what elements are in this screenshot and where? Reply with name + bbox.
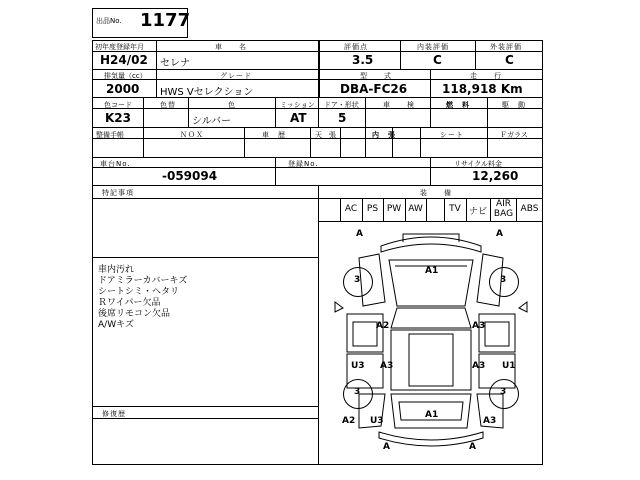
model-value: DBA-FC26	[340, 82, 408, 96]
color-value: シルバー	[192, 116, 232, 127]
transmission-label: ミッション	[280, 101, 315, 109]
damage-left-rear-u: U3	[351, 361, 365, 371]
rule	[143, 127, 144, 157]
color-label: 色	[228, 101, 236, 109]
rule	[318, 69, 320, 97]
car-body-diagram	[319, 222, 542, 464]
exterior-score-label: 外装評価	[490, 43, 522, 51]
rule	[188, 97, 189, 127]
rule	[143, 97, 144, 127]
ceiling-label: 天 張	[315, 131, 336, 139]
rule	[400, 40, 401, 69]
reg-year-value: H24/02	[100, 53, 148, 67]
interior-score-value: C	[433, 53, 442, 67]
damage-rear-right: A3	[483, 416, 497, 426]
damage-wheel-front-left: 3	[354, 275, 361, 285]
score-label: 評価点	[344, 43, 368, 51]
rule	[310, 127, 311, 157]
rule	[430, 69, 431, 97]
vehicle-inspection-label: 車 検	[383, 101, 415, 109]
displacement-value: 2000	[106, 82, 140, 96]
recycle-label: リサイクル料金	[454, 160, 503, 168]
model-label: 型 式	[360, 72, 392, 80]
rule	[92, 157, 543, 158]
color-code-label: 色コード	[104, 101, 132, 109]
rule	[92, 406, 318, 407]
remark-line: A/Wキズ	[98, 320, 134, 330]
damage-rear-left-u: U3	[370, 416, 384, 426]
damage-left-rear-a: A3	[380, 361, 394, 371]
mileage-value: 118,918 Km	[442, 82, 523, 96]
damage-hood: A1	[425, 266, 439, 276]
damage-rear-left: A2	[342, 416, 356, 426]
rule	[275, 97, 276, 127]
remark-line: ドアミラーカバーキズ	[98, 276, 188, 286]
registration-label: 登録No.	[288, 160, 319, 168]
damage-left-front-door: A2	[376, 321, 390, 331]
nox-label: ＮＯＸ	[180, 131, 204, 139]
rule	[156, 40, 157, 69]
rule	[475, 40, 476, 69]
interior-trim-label: 内 張	[372, 131, 396, 139]
remark-line: 車内汚れ	[98, 265, 135, 275]
rule	[275, 157, 276, 185]
rule	[365, 97, 366, 127]
f-glass-label: Ｆガラス	[500, 131, 528, 139]
car-name-value: セレナ	[160, 58, 190, 69]
rule	[318, 97, 319, 127]
seat-label: シート	[440, 131, 464, 139]
displacement-label: 排気量（cc）	[104, 72, 147, 80]
grade-label: グレード	[220, 72, 252, 80]
transmission-value: AT	[290, 111, 307, 125]
damage-right-rear-u: U1	[502, 361, 516, 371]
lot-label: 出品No.	[96, 17, 122, 25]
chassis-value: -059094	[162, 169, 218, 183]
mileage-label: 走 行	[470, 72, 502, 80]
damage-right-rear-a: A3	[472, 361, 486, 371]
rule	[487, 127, 488, 157]
equip-navi: ナビ	[468, 207, 487, 217]
equipment-label: 装 備	[420, 189, 452, 197]
damage-right-front-door: A3	[472, 321, 486, 331]
exterior-score-value: C	[505, 53, 514, 67]
rule	[318, 40, 320, 69]
rule	[420, 127, 421, 157]
equip-abs: ABS	[520, 204, 539, 214]
damage-wheel-rear-right: 3	[500, 387, 507, 397]
damage-rear-bumper-left: A	[383, 442, 390, 452]
remark-line: Ｒワイパー欠品	[98, 298, 161, 308]
damage-front-right: A	[496, 229, 503, 239]
color-code-value: K23	[105, 111, 131, 125]
doors-label: ドア・形状	[324, 101, 359, 109]
damage-rear-bumper-right: A	[469, 442, 476, 452]
car-name-label: 車 名	[215, 43, 247, 51]
damage-wheel-rear-left: 3	[354, 387, 361, 397]
rule	[430, 157, 431, 185]
lot-number: 1177	[140, 10, 191, 31]
score-value: 3.5	[352, 53, 374, 67]
remarks-label: 特記事項	[102, 189, 134, 197]
fuel-label: 燃 料	[446, 101, 470, 109]
doors-value: 5	[338, 111, 347, 125]
equip-ac: AC	[344, 204, 358, 214]
rule	[92, 127, 543, 128]
grade-value: HWS Vセレクション	[160, 87, 254, 98]
damage-front-left: A	[356, 229, 363, 239]
equip-ps: PS	[366, 204, 379, 214]
rule	[426, 198, 427, 221]
rule	[430, 97, 431, 127]
remark-line: シートシミ・ヘタリ	[98, 287, 180, 297]
maintenance-label: 整備手帳	[96, 131, 124, 139]
equip-tv: TV	[449, 204, 461, 214]
damage-rear-gate: A1	[425, 410, 439, 420]
chassis-label: 車台No.	[100, 160, 131, 168]
rule	[365, 127, 366, 157]
rule	[92, 257, 318, 258]
repair-history-label: 修復歴	[102, 410, 126, 418]
equip-pw: PW	[386, 204, 402, 214]
interior-score-label: 内装評価	[417, 43, 449, 51]
recycle-value: 12,260	[472, 169, 519, 183]
damage-wheel-front-right: 3	[500, 275, 507, 285]
rule	[340, 127, 341, 157]
reg-year-label: 初年度登録年月	[95, 43, 144, 51]
history-label: 車 歴	[262, 131, 286, 139]
equip-aw: AW	[408, 204, 423, 214]
color-change-label: 色替	[160, 101, 176, 109]
drive-label: 駆 動	[502, 101, 526, 109]
remark-line: 後席リモコン欠品	[98, 309, 171, 319]
rule	[487, 97, 488, 127]
rule	[244, 127, 245, 157]
equip-airbag: AIR BAG	[493, 199, 514, 219]
rule	[156, 69, 157, 97]
